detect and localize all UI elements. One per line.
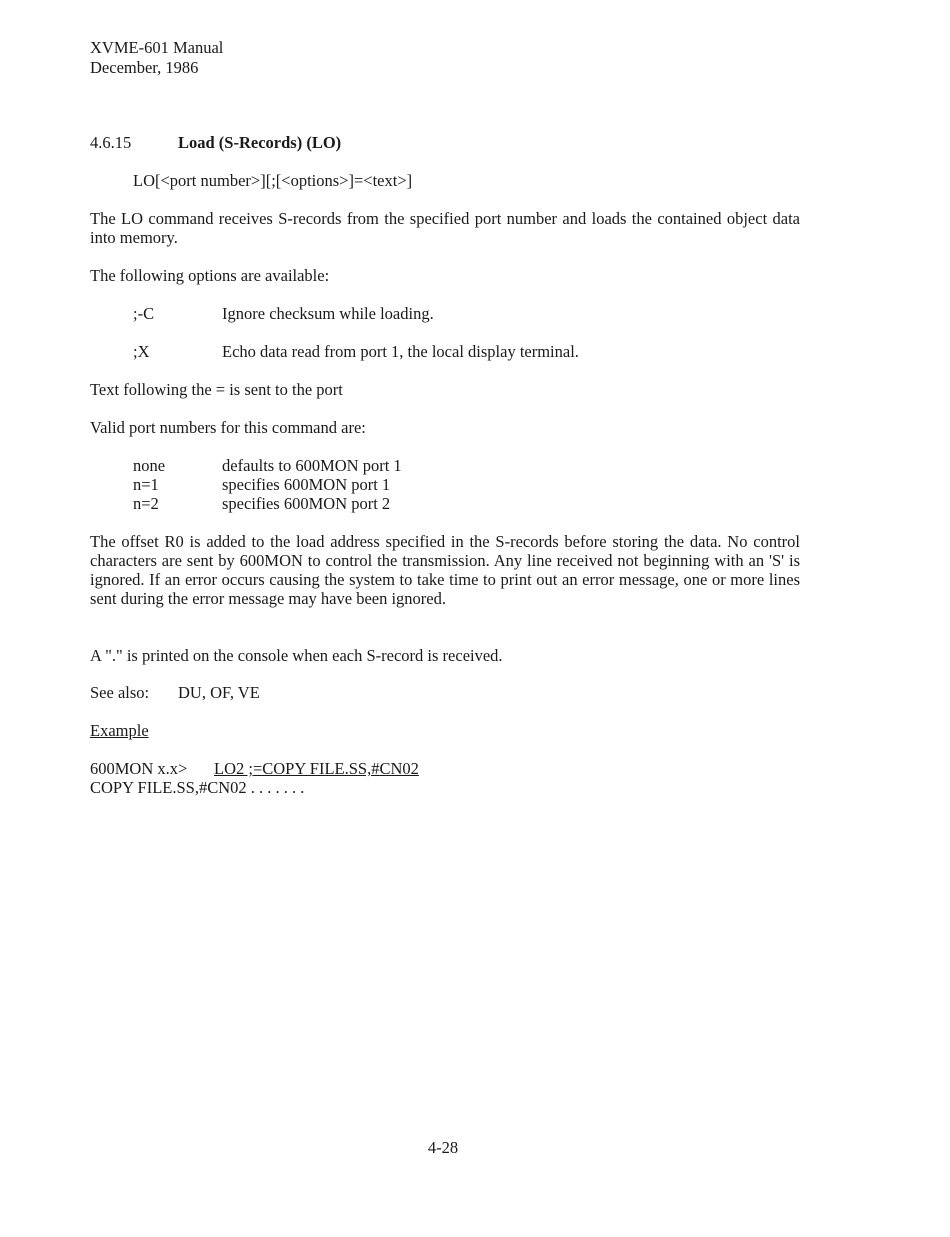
page-header <box>90 38 223 78</box>
manual-title: XVME-601 Manual <box>90 38 224 57</box>
port-description: specifies 600MON port 1 <box>222 475 391 494</box>
option-key: ;-C <box>133 304 155 323</box>
see-also-value: DU, OF, VE <box>178 683 260 702</box>
port-description: specifies 600MON port 2 <box>222 494 391 513</box>
port-description: defaults to 600MON port 1 <box>222 456 402 475</box>
manual-date: December, 1986 <box>90 58 199 77</box>
command-syntax: LO[<port number>][;[<options>]=<text>] <box>133 171 413 190</box>
page-number: 4-28 <box>427 1138 459 1157</box>
dot-note: A "." is printed on the console when each S-record is received. <box>90 646 503 665</box>
option-description: Echo data read from port 1, the local display terminal. <box>222 342 579 361</box>
option-key: ;X <box>133 342 150 361</box>
example-command: LO2 ;=COPY FILE.SS,#CN02 <box>214 759 419 778</box>
options-intro: The following options are available: <box>90 266 330 285</box>
section-title: Load (S-Records) (LO) <box>178 133 342 152</box>
port-key: n=1 <box>133 475 159 494</box>
offset-paragraph: The offset R0 is added to the load address specified in the S-records before storing the data. No control characters are sent by 600MON to control the transmission. Any line received not beginning with an 'S' is ignored. If an error occurs causing the system to take time to print out an error message, one or more lines sent during the error message may have been ignored. <box>90 532 800 608</box>
port-key: n=2 <box>133 494 159 513</box>
see-also-label: See also: <box>90 683 150 702</box>
intro-paragraph: The LO command receives S-records from the specified port number and loads the contained object data into memory. <box>90 209 800 247</box>
example-heading: Example <box>90 721 149 740</box>
text-note: Text following the = is sent to the port <box>90 380 343 399</box>
port-key: none <box>133 456 166 475</box>
section-number: 4.6.15 <box>90 133 132 152</box>
example-prompt: 600MON x.x> <box>90 759 188 778</box>
option-description: Ignore checksum while loading. <box>222 304 434 323</box>
example-output: COPY FILE.SS,#CN02 . . . . . . . <box>90 778 305 797</box>
ports-intro: Valid port numbers for this command are: <box>90 418 366 437</box>
